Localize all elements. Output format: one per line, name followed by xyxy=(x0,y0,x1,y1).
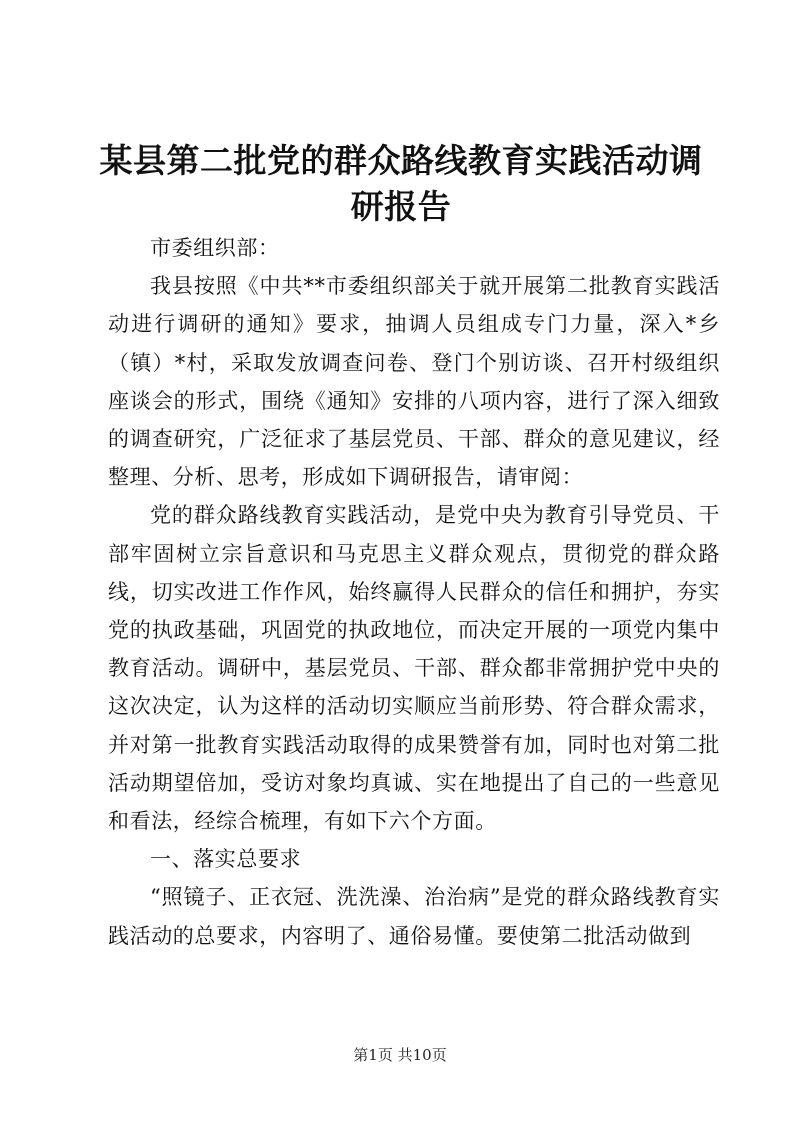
section-heading: 一、落实总要求 xyxy=(150,847,302,872)
background-paragraph: 党的群众路线教育实践活动，是党中央为教育引导党员、干部牢固树立宗旨意识和马克思主义群众观点，贯彻党的群众路线，切实改进工作作风，始终赢得人民群众的信任和拥护，夯实党的执政基础，巩固党的执政地位，而决定开展的一项党内集中教育活动。调研中，基层党员、干部、群众都非常拥护党中央的这次决定，认为这样的活动切实顺应当前形势、符合群众需求，并对第一批教育实践活动取得的成果赞誉有加，同时也对第二批活动期望倍加，受访对象均真诚、实在地提出了自己的一些意见和看法，经综合梳理，有如下六个方面。 xyxy=(108,503,720,834)
document-title: 某县第二批党的群众路线教育实践活动调研报告 xyxy=(99,141,703,226)
salutation-paragraph: 市委组织部： xyxy=(150,236,280,260)
intro-paragraph: 我县按照《中共**市委组织部关于就开展第二批教育实践活动进行调研的通知》要求，抽调人员组成专门力量，深入*乡（镇）*村，采取发放调查问卷、登门个别访谈、召开村级组织座谈会的形式，围绕《通知》安排的八项内容，进行了深入细致的调查研究，广泛征求了基层党员、干部、群众的意见建议，经整理、分析、思考，形成如下调研报告，请审阅： xyxy=(108,274,720,490)
page-number: 第1页 共10页 xyxy=(353,1046,447,1064)
document-body xyxy=(108,229,720,955)
section-paragraph: “照镜子、正衣冠、洗洗澡、治治病”是党的群众路线教育实践活动的总要求，内容明了、通俗易懂。要使第二批活动做到 xyxy=(108,885,720,948)
